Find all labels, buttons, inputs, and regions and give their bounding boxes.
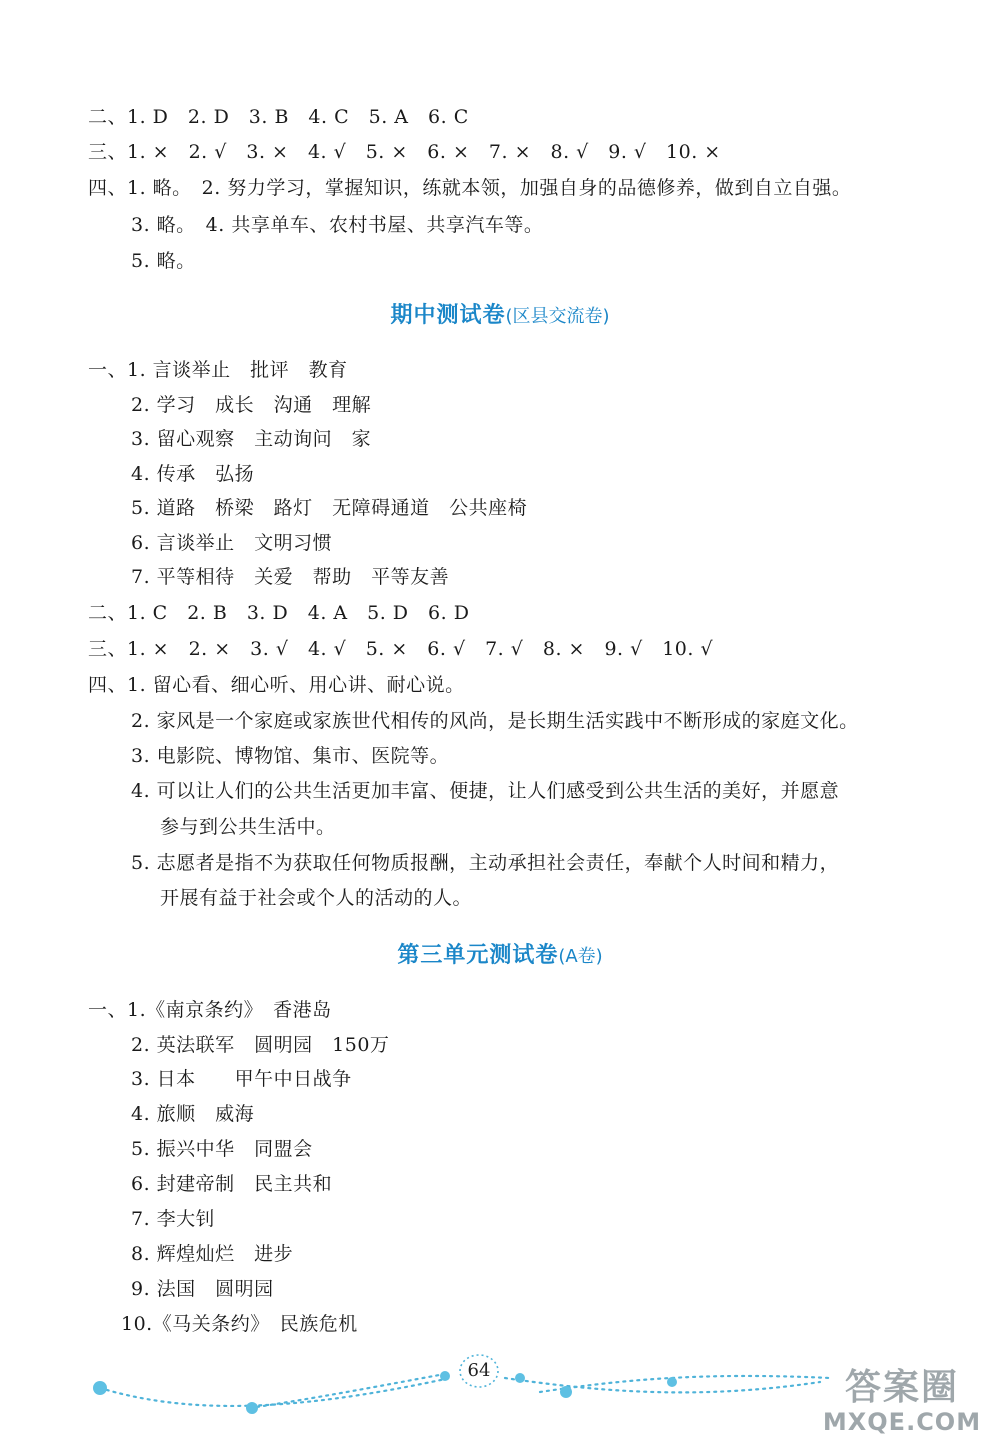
answer-line: 4. 可以让人们的公共生活更加丰富、便捷，让人们感受到公共生活的美好，并愿意 bbox=[131, 780, 840, 802]
answer-line: 5. 略。 bbox=[131, 250, 196, 272]
answer-line: 8. 辉煌灿烂 进步 bbox=[131, 1243, 294, 1265]
answer-line: 二、1. C 2. B 3. D 4. A 5. D 6. D bbox=[88, 602, 470, 624]
answer-line: 二、1. D 2. D 3. B 4. C 5. A 6. C bbox=[88, 106, 469, 128]
section-title-midterm bbox=[0, 298, 1000, 329]
watermark-url: MXQE.COM bbox=[822, 1408, 982, 1436]
answer-line: 开展有益于社会或个人的活动的人。 bbox=[160, 887, 473, 909]
answer-line: 三、1. × 2. × 3. √ 4. √ 5. × 6. √ 7. √ 8. × 9. √ 10. √ bbox=[88, 638, 714, 660]
section-title-main: 第三单元测试卷 bbox=[397, 943, 559, 968]
watermark-title: 答案圈 bbox=[844, 1367, 959, 1408]
section-title-sub: (区县交流卷) bbox=[505, 306, 610, 327]
answer-line: 5. 振兴中华 同盟会 bbox=[131, 1138, 313, 1160]
site-watermark-logo bbox=[812, 1368, 992, 1436]
answer-line: 3. 略。 4. 共享单车、农村书屋、共享汽车等。 bbox=[131, 214, 544, 236]
answer-line: 5. 道路 桥梁 路灯 无障碍通道 公共座椅 bbox=[131, 497, 528, 519]
answer-line: 10.《马关条约》 民族危机 bbox=[121, 1313, 358, 1335]
answer-line: 4. 传承 弘扬 bbox=[131, 463, 255, 485]
answer-line: 5. 志愿者是指不为获取任何物质报酬，主动承担社会责任，奉献个人时间和精力， bbox=[131, 852, 840, 874]
page-number-text: 64 bbox=[467, 1360, 491, 1381]
answer-line: 4. 旅顺 威海 bbox=[131, 1103, 255, 1125]
section-title-main: 期中测试卷 bbox=[390, 303, 506, 328]
answer-line: 一、1.《南京条约》 香港岛 bbox=[88, 999, 332, 1021]
answer-line: 3. 电影院、博物馆、集市、医院等。 bbox=[131, 745, 450, 767]
section-title-sub: (A卷) bbox=[558, 946, 603, 967]
section-title-unit3 bbox=[0, 938, 1000, 969]
answer-line: 6. 封建帝制 民主共和 bbox=[131, 1173, 333, 1195]
answer-line: 3. 留心观察 主动询问 家 bbox=[131, 428, 372, 450]
answer-line: 2. 学习 成长 沟通 理解 bbox=[131, 394, 372, 416]
answer-line: 6. 言谈举止 文明习惯 bbox=[131, 532, 333, 554]
answer-line: 7. 平等相待 关爱 帮助 平等友善 bbox=[131, 566, 450, 588]
answer-line: 7. 李大钊 bbox=[131, 1208, 216, 1230]
answer-line: 三、1. × 2. √ 3. × 4. √ 5. × 6. × 7. × 8. √ 9. √ 10. × bbox=[88, 141, 721, 163]
answer-line: 一、1. 言谈举止 批评 教育 bbox=[88, 359, 348, 381]
answer-line: 四、1. 留心看、细心听、用心讲、耐心说。 bbox=[88, 674, 465, 696]
answer-line: 参与到公共生活中。 bbox=[160, 816, 336, 838]
answer-line: 9. 法国 圆明园 bbox=[131, 1278, 274, 1300]
answer-line: 2. 家风是一个家庭或家族世代相传的风尚，是长期生活实践中不断形成的家庭文化。 bbox=[131, 710, 859, 732]
answer-line: 3. 日本 甲午中日战争 bbox=[131, 1068, 352, 1090]
page-number bbox=[458, 1352, 500, 1390]
answer-line: 四、1. 略。 2. 努力学习，掌握知识，练就本领，加强自身的品德修养，做到自立自强。 bbox=[88, 177, 852, 199]
answer-line: 2. 英法联军 圆明园 150万 bbox=[131, 1034, 390, 1056]
